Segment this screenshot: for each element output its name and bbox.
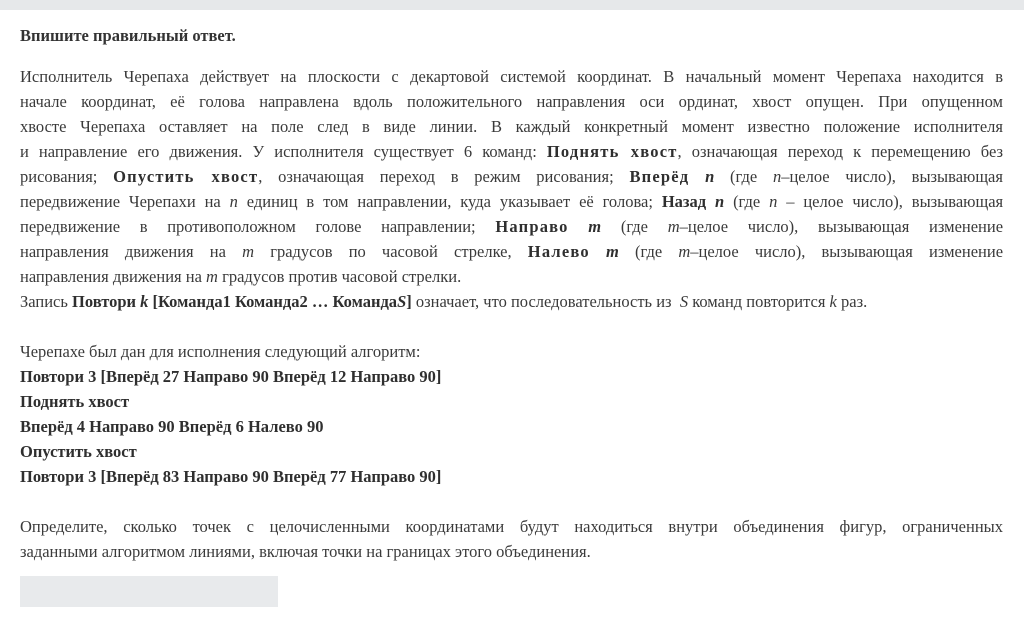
algorithm-line: Повтори 3 [Вперёд 27 Направо 90 Вперёд 12 Направо 90] bbox=[20, 367, 442, 386]
command-name: Вперёд bbox=[629, 167, 690, 186]
task-prompt: Впишите правильный ответ. bbox=[20, 26, 236, 45]
algorithm-line: Вперёд 4 Направо 90 Вперёд 6 Налево 90 bbox=[20, 417, 324, 436]
command-name: Налево bbox=[527, 242, 590, 261]
repeat-notation-line: Запись Повтори k [Команда1 Команда2 … КомандаS] означает, что последовательность из S команд повторится k раз. bbox=[20, 292, 868, 311]
paragraph-line: передвижение Черепахи на n единиц в том направлении, куда указывает её голова; Назад n (где n – целое число), вызывающая bbox=[20, 192, 1004, 211]
command-name: Назад bbox=[661, 192, 707, 211]
algorithm-line: Повтори 3 [Вперёд 83 Направо 90 Вперёд 77 Направо 90] bbox=[20, 467, 442, 486]
paragraph-line: направления движения на m градусов против часовой стрелки. bbox=[20, 267, 462, 286]
paragraph-line: направления движения на m градусов по часовой стрелке, Налево m (где m–целое число), вызывающая изменение bbox=[20, 242, 1004, 261]
paragraph-line: хвосте Черепаха оставляет на поле след в виде линии. В каждый конкретный момент известно положение исполнителя bbox=[20, 117, 1003, 136]
question-line: Определите, сколько точек с целочисленными координатами будут находиться внутри объединения фигур, ограниченных bbox=[20, 517, 1003, 536]
command-name: Поднять хвост bbox=[546, 142, 678, 161]
paragraph-line: и направление его движения. У исполнителя существует 6 команд: Поднять хвост, означающая переход к перемещению без bbox=[20, 142, 1004, 161]
answer-input[interactable] bbox=[20, 576, 278, 607]
algorithm-line: Опустить хвост bbox=[20, 442, 137, 461]
top-bar bbox=[0, 0, 1024, 10]
command-name: Направо bbox=[495, 217, 569, 236]
paragraph-line: передвижение в противоположном голове направлении; Направо m (где m–целое число), вызывающая изменение bbox=[20, 217, 1004, 236]
paragraph-line: начале координат, её голова направлена вдоль положительного направления оси ординат, хвост опущен. При опущенном bbox=[20, 92, 1003, 111]
algorithm-line: Поднять хвост bbox=[20, 392, 130, 411]
paragraph-line: рисования; Опустить хвост, означающая переход в режим рисования; Вперёд n (где n–целое число), вызывающая bbox=[20, 167, 1003, 186]
algorithm-intro: Черепахе был дан для исполнения следующий алгоритм: bbox=[20, 342, 421, 361]
paragraph-line: Исполнитель Черепаха действует на плоскости с декартовой системой координат. В начальный момент Черепаха находится в bbox=[20, 67, 1003, 86]
question-line: заданными алгоритмом линиями, включая точки на границах этого объединения. bbox=[20, 542, 591, 561]
command-name: Опустить хвост bbox=[113, 167, 259, 186]
